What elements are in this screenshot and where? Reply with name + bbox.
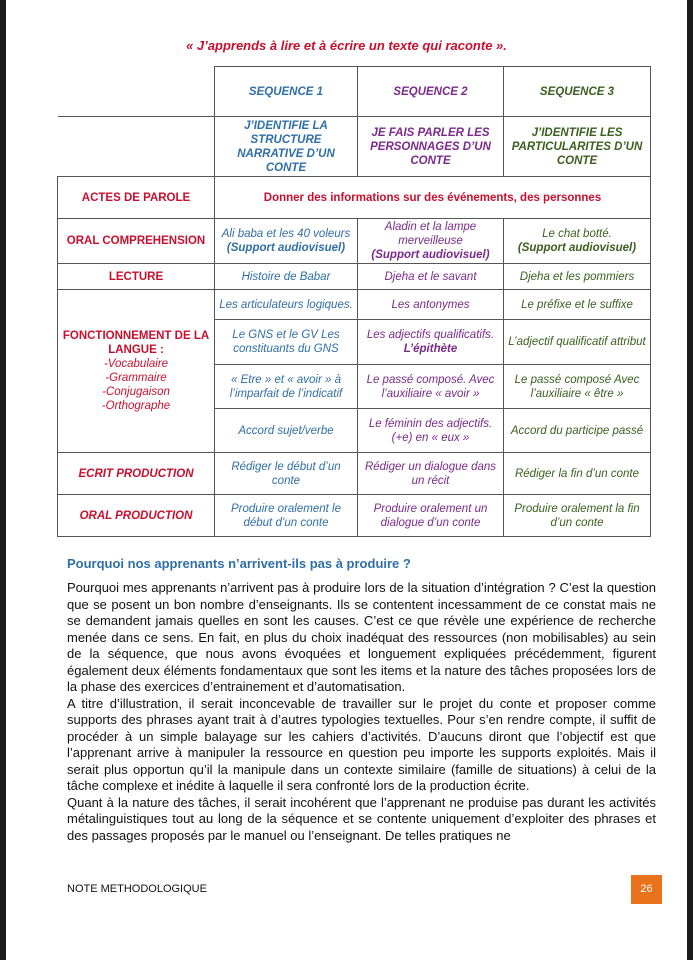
actes-label: ACTES DE PAROLE: [58, 177, 215, 219]
ecrit-production-label: ECRIT PRODUCTION: [58, 453, 215, 495]
fl-r2-seq1: Le GNS et le GV Les constituants du GNS: [215, 320, 358, 365]
fl-r1-seq1: Les articulateurs logiques.: [215, 290, 358, 320]
sequence-1-title: J’IDENTIFIE LA STRUCTURE NARRATIVE D’UN CONTE: [215, 117, 358, 177]
document-title: « J’apprends à lire et à écrire un texte qui raconte ».: [186, 38, 507, 53]
fonctionnement-sub: -Vocabulaire: [103, 358, 169, 370]
oral-prod-seq2: Produire oralement un dialogue d’un conte: [358, 495, 504, 537]
ecrit-seq3: Rédiger la fin d’un conte: [504, 453, 651, 495]
oral-prod-seq3: Produire oralement la fin d’un conte: [504, 495, 651, 537]
table-row: [58, 219, 651, 264]
lecture-seq1: Histoire de Babar: [215, 264, 358, 290]
fl-r4-seq3: Accord du participe passé: [504, 409, 651, 453]
actes-value: Donner des informations sur des événements, des personnes: [215, 177, 651, 219]
table-row: [58, 495, 651, 537]
ecrit-seq2: Rédiger un dialogue dans un récit: [358, 453, 504, 495]
paragraph: Quant à la nature des tâches, il serait incohérent que l’apprenant ne produise pas durant les activités métalinguistiques tout au long de la séquence et se contente uniquement d’exploiter des phrases et des passages proposés par le manuel ou l’enseignant. De telles pratiques ne: [67, 794, 656, 843]
fl-r4-seq1: Accord sujet/verbe: [215, 409, 358, 453]
cell-text: Les adjectifs qualificatifs.: [366, 329, 495, 341]
paragraph: Pourquoi mes apprenants n’arrivent pas à produire lors de la situation d’intégration ? C’est la question que se posent un bon nombre d’enseignants. Ils se contentent incessamment de ce constat mais ne se demandent jamais quelles en sont les causes. C’est ce que révèle une expérience de recherche menée dans ce sens. En fait, en plus du choix inadéquat des ressources (non mobilisables) au sein de la séquence, que nous avons évoquées et longuement expliquées précédemment, figurent également deux éléments fondamentaux que sont les items et la nature des tâches proposées lors de la phase des exercices d’entrainement et d’automatisation.: [67, 580, 656, 694]
oral-comp-seq3: [504, 219, 651, 264]
cell-support: (Support audiovisuel): [517, 242, 637, 254]
lecture-seq2: Djeha et le savant: [358, 264, 504, 290]
fl-r4-seq2: Le féminin des adjectifs. (+e) en « eux »: [358, 409, 504, 453]
lecture-seq3: Djeha et les pommiers: [504, 264, 651, 290]
sequence-3-title: J’IDENTIFIE LES PARTICULARITES D’UN CONTE: [504, 117, 651, 177]
fonctionnement-sub: -Grammaire: [105, 372, 167, 384]
fonctionnement-sub: -Conjugaison: [102, 386, 170, 398]
cell-text: Aladin et la lampe merveilleuse: [384, 221, 477, 247]
fl-r1-seq3: Le préfixe et le suffixe: [504, 290, 651, 320]
oral-production-label: ORAL PRODUCTION: [58, 495, 215, 537]
fonctionnement-sub: -Orthographe: [101, 400, 171, 412]
table-row: [58, 453, 651, 495]
cell-text: Le chat botté.: [542, 228, 612, 240]
sequence-1-header: SEQUENCE 1: [215, 67, 358, 117]
oral-comprehension-label: ORAL COMPREHENSION: [58, 219, 215, 264]
fl-r3-seq2: Le passé composé. Avec l’auxiliaire « avoir »: [358, 365, 504, 409]
sequence-2-header: SEQUENCE 2: [358, 67, 504, 117]
paragraph: A titre d’illustration, il serait inconcevable de travailler sur le projet du conte et proposer comme supports des phrases ayant trait à d’autres typologies textuelles. Pour s’en rendre compte, il suffit de procéder à un simple balayage sur les cahiers d’activités. D’aucuns diront que l’objectif est que l’apprenant arrive à manipuler la ressource en question peu importe les supports exploités. Mais il serait plus opportun qu’il la manipule dans un contexte similaire (famille de situations) à celui de la tâche complexe et inédite à laquelle il sera confronté lors de la production écrite.: [67, 695, 656, 793]
table-row: [58, 264, 651, 290]
oral-prod-seq1: Produire oralement le début d’un conte: [215, 495, 358, 537]
cell-text: Ali baba et les 40 voleurs: [221, 228, 351, 240]
fl-r2-seq2: [358, 320, 504, 365]
cell-support: (Support audiovisuel): [226, 242, 346, 254]
empty-corner-cell: [58, 117, 215, 177]
cell-support: (Support audiovisuel): [371, 249, 490, 261]
fl-r2-seq3: L’adjectif qualificatif attribut: [504, 320, 651, 365]
table-row: [58, 177, 651, 219]
section-title: Pourquoi nos apprenants n’arrivent-ils pas à produire ?: [67, 556, 411, 571]
lecture-label: LECTURE: [58, 264, 215, 290]
page-number: 26: [631, 875, 662, 904]
ecrit-seq1: Rédiger le début d’un conte: [215, 453, 358, 495]
fonctionnement-label-cell: [58, 290, 215, 453]
sequence-3-header: SEQUENCE 3: [504, 67, 651, 117]
body-text: [67, 580, 656, 844]
cell-emphasis: L’épithète: [403, 343, 458, 355]
fl-r3-seq1: « Etre » et « avoir » à l’imparfait de l’indicatif: [215, 365, 358, 409]
sequence-2-title: JE FAIS PARLER LES PERSONNAGES D’UN CONTE: [358, 117, 504, 177]
table-row: [58, 290, 651, 320]
footer-label: NOTE METHODOLOGIQUE: [67, 883, 207, 895]
fonctionnement-label: FONCTIONNEMENT DE LA LANGUE :: [62, 330, 210, 356]
table-row: [58, 117, 651, 177]
empty-corner-cell: [58, 67, 215, 117]
fl-r1-seq2: Les antonymes: [358, 290, 504, 320]
fl-r3-seq3: Le passé composé Avec l’auxiliaire « être »: [504, 365, 651, 409]
table-row: [58, 67, 651, 117]
oral-comp-seq2: [358, 219, 504, 264]
program-table: [57, 66, 651, 537]
oral-comp-seq1: [215, 219, 358, 264]
